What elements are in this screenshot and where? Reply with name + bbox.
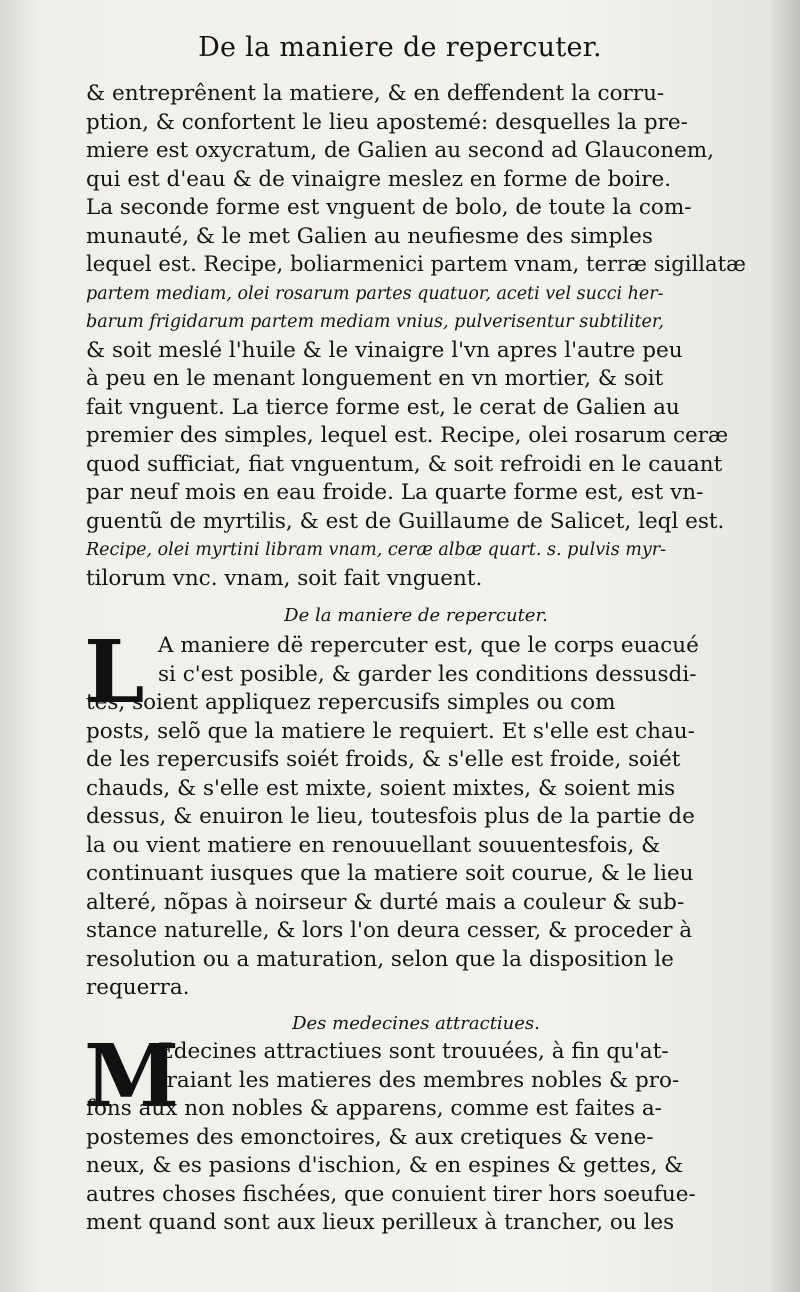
text-line: la ou vient matiere en renouuellant souuentesfois, & — [86, 832, 661, 858]
section-title-attractiues: Des medecines attractiues. — [292, 1013, 540, 1034]
text-line: autres choses fischées, que conuient tirer hors soeufue- — [86, 1181, 696, 1207]
text-line: munauté, & le met Galien au neufiesme des simples — [86, 223, 653, 249]
text-line: par neuf mois en eau froide. La quarte forme est, est vn- — [86, 480, 704, 505]
text-line: de les repercusifs soiét froids, & s'elle est froide, soiét — [86, 747, 681, 772]
section-title-repercuter: De la maniere de repercuter. — [284, 605, 548, 626]
text-line: miere est oxycratum, de Galien au second ad Glauconem, — [86, 138, 715, 163]
text-line: continuant iusques que la matiere soit courue, & le lieu — [86, 861, 694, 886]
running-head: De la maniere de repercuter. — [198, 32, 602, 63]
text-line: barum frigidarum partem mediam vnius, pulverisentur subtiliter, — [86, 312, 664, 332]
text-line: à peu en le menant longuement en vn mortier, & soit — [86, 366, 664, 391]
text-line: fait vnguent. La tierce forme est, le cerat de Galien au — [86, 394, 680, 420]
text-line: ption, & confortent le lieu apostemé: desquelles la pre- — [86, 109, 688, 135]
text-line: alteré, nõpas à noirseur & durté mais a couleur & sub- — [86, 889, 685, 915]
text-line: fons aux non nobles & apparens, comme est faites a- — [86, 1096, 662, 1121]
text-line: & soit meslé l'huile & le vinaigre l'vn apres l'autre peu — [86, 337, 683, 363]
text-line: premier des simples, lequel est. Recipe, olei rosarum ceræ — [86, 423, 729, 448]
text-line: postemes des emonctoires, & aux cretiques & vene- — [86, 1124, 654, 1150]
text-line: quod sufficiat, fiat vnguentum, & soit refroidi en le cauant — [86, 451, 723, 477]
text-line: posts, selõ que la matiere le requiert. Et s'elle est chau- — [86, 718, 695, 744]
text-line: tes, soient appliquez repercusifs simples ou com — [86, 690, 616, 715]
text-line: tilorum vnc. vnam, soit fait vnguent. — [86, 565, 483, 591]
text-line: chauds, & s'elle est mixte, soient mixtes, & soient mis — [86, 775, 676, 801]
text-line: traiant les matieres des membres nobles & pro- — [158, 1067, 680, 1093]
text-line: requerra. — [86, 975, 190, 1000]
text-line: & entreprênent la matiere, & en deffendent la corru- — [86, 81, 665, 106]
text-line: Edecines attractiues sont trouuées, à fin qu'at- — [158, 1039, 669, 1064]
section-body-attractiues — [86, 1038, 746, 1238]
text-line: qui est d'eau & de vinaigre meslez en forme de boire. — [86, 166, 672, 192]
text-line: si c'est posible, & garder les conditions dessusdi- — [158, 661, 697, 687]
dropcap-letter: M — [84, 1026, 180, 1127]
text-line: resolution ou a maturation, selon que la disposition le — [86, 946, 674, 972]
dropcap-letter: L — [84, 622, 145, 723]
text-line: lequel est. Recipe, boliarmenici partem vnam, terræ sigillatæ — [86, 252, 746, 277]
text-line: partem mediam, olei rosarum partes quatuor, aceti vel succi her- — [86, 283, 664, 304]
text-line: A maniere dë repercuter est, que le corps euacué — [158, 633, 699, 658]
text-line: La seconde forme est vnguent de bolo, de toute la com- — [86, 195, 692, 220]
paragraph-continuation — [86, 80, 746, 593]
text-line: ment quand sont aux lieux perilleux à trancher, ou les — [86, 1210, 675, 1235]
text-line: guentũ de myrtilis, & est de Guillaume de Salicet, leql est. — [86, 508, 725, 534]
section-body-repercuter — [84, 622, 746, 1003]
text-line: neux, & es pasions d'ischion, & en espines & gettes, & — [86, 1153, 684, 1178]
text-line: dessus, & enuiron le lieu, toutesfois plus de la partie de — [86, 804, 695, 829]
text-line: Recipe, olei myrtini libram vnam, ceræ albæ quart. s. pulvis myr- — [86, 540, 667, 560]
text-line: stance naturelle, & lors l'on deura cesser, & proceder à — [86, 918, 693, 943]
